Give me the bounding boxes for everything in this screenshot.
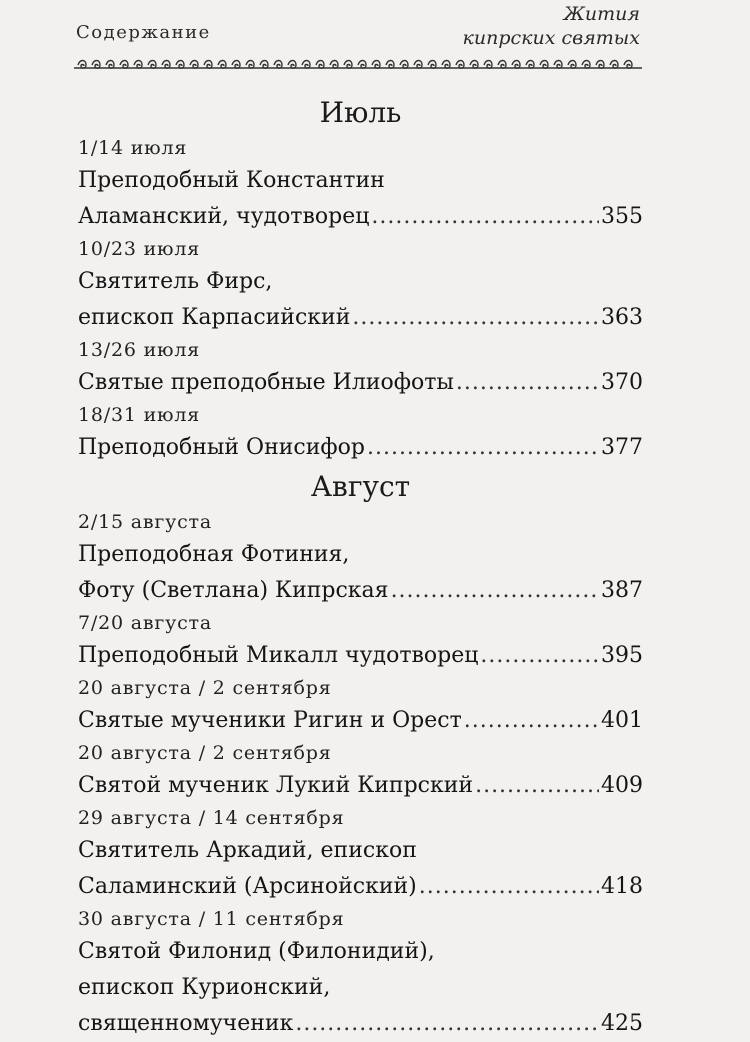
ornament-curl <box>554 61 562 69</box>
ornament-curl <box>624 61 632 69</box>
ornament-curl <box>358 61 366 69</box>
ornament-curl <box>470 61 478 69</box>
section-title-july: Июль <box>319 96 402 129</box>
ornament-curl <box>260 61 268 69</box>
leader-dots <box>295 1006 599 1042</box>
ornament-curl <box>330 61 338 69</box>
entry-title-line: Преподобный Константин <box>78 168 385 193</box>
entry-title-last-line <box>78 199 643 235</box>
ornament-curl <box>526 61 534 69</box>
toc-entry[interactable] <box>78 235 643 336</box>
page-number: 355 <box>601 204 643 229</box>
running-header-right <box>463 2 640 50</box>
page-number: 363 <box>601 305 643 330</box>
section-title-august: Август <box>310 470 411 503</box>
leader-dots <box>419 869 599 905</box>
ornament-curl <box>134 61 142 69</box>
leader-dots <box>367 430 599 466</box>
entry-title-line: Фоту (Светлана) Кипрская <box>78 578 389 603</box>
entry-date: 7/20 августа <box>78 612 212 634</box>
entry-title-last-line <box>78 573 643 609</box>
entry-date: 29 августа / 14 сентября <box>78 807 345 829</box>
entry-title-line: Преподобная Фотиния, <box>78 542 350 567</box>
ornament-curl <box>386 61 394 69</box>
entry-date: 1/14 июля <box>78 137 188 159</box>
entry-title-last-line <box>78 1006 643 1042</box>
entry-date: 2/15 августа <box>78 511 212 533</box>
ornament-curl <box>120 61 128 69</box>
ornament-curl <box>568 61 576 69</box>
ornament-curl <box>204 61 212 69</box>
toc-entry[interactable] <box>78 336 643 401</box>
ornament-curl <box>540 61 548 69</box>
ornament-curl <box>414 61 422 69</box>
ornament-curl <box>400 61 408 69</box>
toc-entry[interactable] <box>78 905 643 1042</box>
toc-entry[interactable] <box>78 804 643 905</box>
ornament-curl <box>498 61 506 69</box>
ornament-curl <box>428 61 436 69</box>
entry-title-last-line <box>78 430 643 466</box>
entry-title-last-line <box>78 365 643 401</box>
entry-title-last-line <box>78 300 643 336</box>
ornament-curl <box>274 61 282 69</box>
ornament-curl <box>162 61 170 69</box>
leader-dots <box>480 638 599 674</box>
ornament-curl <box>92 61 100 69</box>
entry-title-line: епископ Карпасийский <box>78 305 351 330</box>
leader-dots <box>371 199 599 235</box>
running-header-right-line1: Жития <box>563 3 640 25</box>
entry-date: 18/31 июля <box>78 404 201 426</box>
entry-title-last-line <box>78 703 643 739</box>
ornament-curl <box>582 61 590 69</box>
entry-title-line: Святитель Аркадий, епископ <box>78 838 417 863</box>
ornament-curl <box>78 61 86 69</box>
ornament-curl <box>190 61 198 69</box>
ornament-curl <box>316 61 324 69</box>
entry-title-line: Святые мученики Ригин и Орест <box>78 708 462 733</box>
page-number: 387 <box>601 578 643 603</box>
ornament-curl <box>106 61 114 69</box>
page-number: 401 <box>601 708 643 733</box>
ornament-curl <box>344 61 352 69</box>
page-number: 377 <box>601 435 643 460</box>
leader-dots <box>464 703 599 739</box>
entry-title-line: Святые преподобные Илиофоты <box>78 370 454 395</box>
entry-title-line: епископ Курионский, <box>78 975 331 1000</box>
ornament-curl <box>512 61 520 69</box>
leader-dots <box>456 365 599 401</box>
toc-entry[interactable] <box>78 609 643 674</box>
ornament-curl <box>218 61 226 69</box>
toc-entry[interactable] <box>78 674 643 739</box>
entry-title-line: Аламанский, чудотворец <box>78 204 370 229</box>
ornament-curl <box>288 61 296 69</box>
ornament-curl <box>246 61 254 69</box>
toc-entry[interactable] <box>78 401 643 466</box>
ornament-curl <box>610 61 618 69</box>
entry-title-line: священномученик <box>78 1011 294 1036</box>
entry-title-line: Святой Филонид (Филонидий), <box>78 939 435 964</box>
entry-title-line: Святитель Фирс, <box>78 269 273 294</box>
entry-date: 20 августа / 2 сентября <box>78 677 332 699</box>
entry-title-line: Святой мученик Лукий Кипрский <box>78 773 474 798</box>
entry-title-last-line <box>78 638 643 674</box>
page-number: 370 <box>601 370 643 395</box>
toc-entry[interactable] <box>78 508 643 609</box>
page-number: 409 <box>601 773 643 798</box>
page-number: 418 <box>601 874 643 899</box>
ornament-curl <box>302 61 310 69</box>
entry-title-line: Саламинский (Арсинойский) <box>78 874 417 899</box>
ornament-curl <box>176 61 184 69</box>
running-header-left: Содержание <box>76 22 211 43</box>
ornament-divider <box>74 58 642 72</box>
ornament-curl <box>442 61 450 69</box>
entry-date: 13/26 июля <box>78 339 201 361</box>
ornament-curl <box>596 61 604 69</box>
ornament-curl <box>484 61 492 69</box>
ornament-curl <box>232 61 240 69</box>
page-number: 395 <box>601 643 643 668</box>
entry-title-line: Преподобный Онисифор <box>78 435 365 460</box>
entry-date: 20 августа / 2 сентября <box>78 742 332 764</box>
entry-title-last-line <box>78 869 643 905</box>
entry-date: 30 августа / 11 сентября <box>78 908 345 930</box>
leader-dots <box>391 573 599 609</box>
entry-title-line: Преподобный Микалл чудотворец <box>78 643 479 668</box>
entry-title-last-line <box>78 768 643 804</box>
page-number: 425 <box>601 1011 643 1036</box>
leader-dots <box>475 768 599 804</box>
ornament-curl <box>372 61 380 69</box>
ornament-curl <box>148 61 156 69</box>
toc-content <box>78 92 643 1042</box>
toc-entry[interactable] <box>78 739 643 804</box>
running-header-right-line2: кипрских святых <box>462 27 640 49</box>
ornament-curl <box>456 61 464 69</box>
toc-entry[interactable] <box>78 134 643 235</box>
leader-dots <box>352 300 599 336</box>
entry-date: 10/23 июля <box>78 238 201 260</box>
